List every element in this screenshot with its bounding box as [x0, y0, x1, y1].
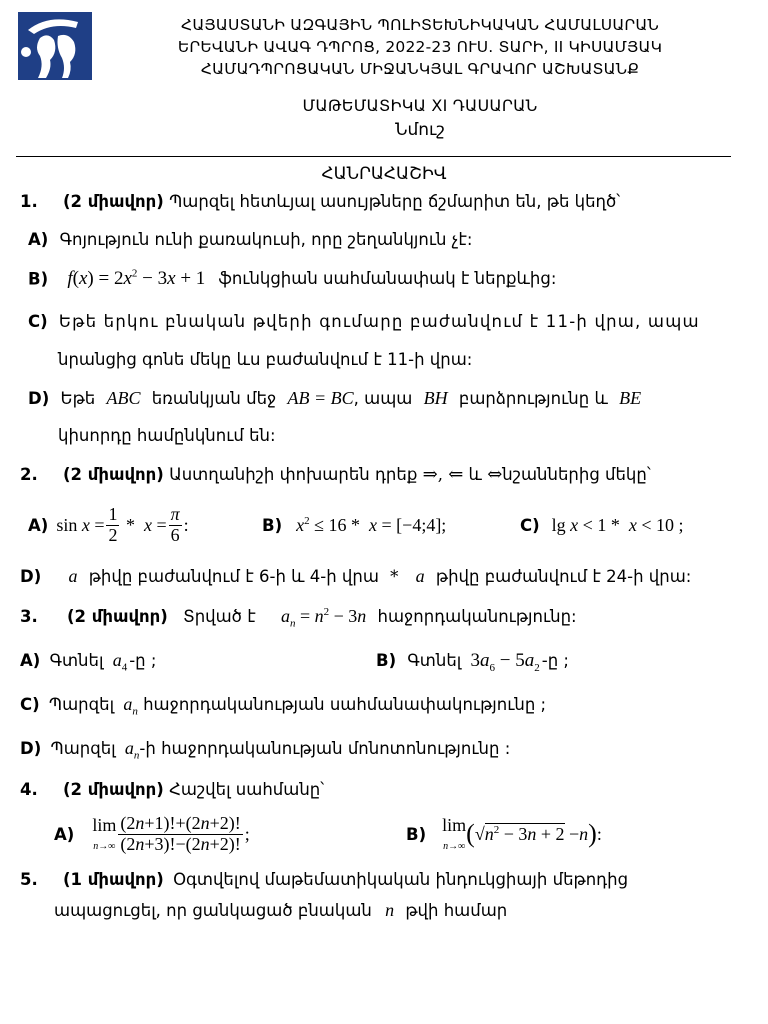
- question-4-prompt: [20, 780, 324, 799]
- question-number: 3.: [20, 607, 38, 626]
- implied-by-symbol: ⇐: [448, 464, 464, 485]
- option-text: , ապա: [353, 389, 413, 408]
- expression-b: $3a_6 - 5a_2$: [470, 650, 540, 674]
- question-points: (1 միավոր): [63, 870, 164, 889]
- question-points: (2 միավոր): [63, 192, 164, 211]
- question-number: 2.: [20, 465, 38, 484]
- formula-b: $x^2 \le 16 * x$ = [−4;4];: [296, 514, 447, 535]
- star-symbol: *: [390, 567, 399, 586]
- option-label: B): [28, 269, 49, 289]
- question-text: Օգտվելով մաթեմատիկական ինդուկցիայի մեթոդից: [173, 870, 629, 889]
- option-label: C): [28, 312, 48, 331]
- variant-title: Նմուշ: [395, 120, 445, 140]
- option-label: A): [28, 230, 49, 249]
- option-text: Գտնել: [49, 651, 104, 670]
- function-formula: $f(x) = 2x^2 - 3x + 1$: [67, 268, 206, 290]
- question-text: Պարզել հետևյալ ասույթները ճշմարիտ են, թե կեղծ՝: [169, 192, 621, 211]
- variable-n: n: [385, 900, 395, 920]
- q1-option-c-cont: նրանցից գոնե մեկը ևս բաժանվում է 11-ի վրա:: [58, 350, 473, 369]
- formula-a: sin x = $\frac{1}{2}$ * x = $\frac{\pi}{6}$ :: [56, 503, 189, 545]
- q1-option-b: [28, 268, 556, 290]
- option-label: D): [20, 567, 42, 586]
- option-text: Եթե երկու բնական թվերի գումարը բաժանվում է 11-ի վրա, ապա: [58, 312, 700, 331]
- term-an: $a_n$: [124, 738, 140, 762]
- q3-option-b: [376, 650, 569, 674]
- option-text: թիվը բաժանվում է 24-ի վրա:: [435, 567, 692, 586]
- option-text: -ի հաջորդականության մոնոտոնությունը :: [139, 739, 511, 758]
- option-text: թիվը բաժանվում է 6-ի և 4-ի վրա: [88, 567, 379, 586]
- option-text: Գտնել: [407, 651, 462, 670]
- option-label: D): [20, 739, 42, 758]
- option-text: Պարզել: [50, 739, 116, 758]
- q1-option-d-cont: կիսորդը համընկնում են:: [58, 426, 276, 445]
- question-5-prompt-cont: [54, 900, 507, 921]
- option-text: հաջորդականության սահմանափակությունը ;: [143, 695, 547, 714]
- question-points: (2 միավոր): [67, 607, 168, 626]
- question-text: նշաններից մեկը՝: [502, 465, 651, 484]
- header-line-1: ՀԱՅԱՍՏԱՆԻ ԱԶԳԱՅԻՆ ՊՈԼԻՏԵԽՆԻԿԱԿԱՆ ՀԱՄԱԼՍԱՐԱՆ: [181, 16, 659, 34]
- bisector-name: BE: [619, 388, 642, 408]
- question-number: 4.: [20, 780, 38, 799]
- q1-option-a: [28, 230, 472, 249]
- question-text: թվի համար: [405, 901, 508, 920]
- separator: ,: [437, 465, 443, 484]
- question-2-prompt: [20, 464, 651, 485]
- header-line-2: ԵՐԵՎԱՆԻ ԱՎԱԳ ԴՊՐՈՑ, 2022-23 ՈՒՍ. ՏԱՐԻ, II ԿԻՍԱՄՅԱԿ: [177, 38, 663, 56]
- limit-a: lim n→∞ $\frac{(2n+1)!+(2n+2)!}{(2n+3)!-(2n+2)!}$ ;: [92, 812, 250, 854]
- header-line-3: ՀԱՄԱԴՊՐՈՑԱԿԱՆ ՄԻՋԱՆԿՅԱԼ ԳՐԱՎՈՐ ԱՇԽԱՏԱՆՔ: [200, 60, 640, 78]
- and-word: և: [468, 465, 482, 484]
- question-points: (2 միավոր): [63, 780, 164, 799]
- limit-b: lim n→∞ ( √ $n^2 - 3n + 2$ − n ) :: [442, 815, 602, 852]
- question-text: հաջորդականությունը:: [377, 607, 577, 626]
- option-label: A): [54, 824, 75, 844]
- option-label: A): [20, 651, 41, 670]
- header-divider: [16, 156, 731, 157]
- q2-option-c: [520, 496, 683, 554]
- option-text: -ը ;: [541, 651, 569, 670]
- q3-option-c: [20, 694, 546, 718]
- question-text: Հաշվել սահմանը՝: [169, 780, 325, 799]
- option-label: D): [28, 389, 50, 408]
- equivalence-symbol: ⇔: [487, 464, 503, 485]
- option-text: Պարզել: [48, 695, 115, 714]
- option-text: -ը ;: [129, 651, 157, 670]
- q2-option-a: [28, 496, 189, 554]
- option-text: եռանկյան մեջ: [151, 389, 277, 408]
- subject-title: ՄԱԹԵՄԱՏԻԿԱ XI ԴԱՍԱՐԱՆ: [302, 96, 538, 115]
- option-label: A): [28, 515, 49, 535]
- question-text: Տրված է: [183, 607, 256, 626]
- q3-option-a: [20, 650, 156, 674]
- equality: AB = BC: [287, 388, 354, 408]
- q2-option-d: [20, 566, 691, 587]
- option-label: C): [520, 515, 540, 535]
- variable-a: a: [68, 566, 78, 586]
- option-label: B): [262, 515, 283, 535]
- q1-option-d: [28, 388, 641, 409]
- option-label: B): [406, 824, 427, 844]
- option-text: Եթե: [60, 389, 96, 408]
- option-text: ֆունկցիան սահմանափակ է ներքևից:: [218, 269, 557, 289]
- question-3-prompt: [20, 606, 577, 630]
- question-text: Աստղանիշի փոխարեն դրեք: [169, 465, 418, 484]
- implies-symbol: ⇒: [422, 464, 438, 485]
- altitude-name: BH: [423, 388, 448, 408]
- term-a4: $a_4$: [112, 650, 128, 674]
- option-label: B): [376, 651, 397, 670]
- option-text: բարձրությունը և: [458, 389, 608, 408]
- university-logo: [18, 12, 92, 80]
- term-an: $a_n$: [123, 694, 138, 718]
- q4-option-a: [54, 806, 250, 862]
- section-title: ՀԱՆՐԱՀԱՇԻՎ: [321, 164, 447, 184]
- option-text: Գոյություն ունի քառակուսի, որը շեղանկյուն չէ:: [59, 230, 473, 249]
- question-points: (2 միավոր): [63, 465, 164, 484]
- question-number: 5.: [20, 870, 38, 889]
- option-label: C): [20, 695, 40, 714]
- question-number: 1.: [20, 192, 38, 211]
- formula-c: lg x < 1 * x < 10 ;: [551, 514, 684, 535]
- question-5-prompt: [20, 870, 628, 889]
- variable-a: a: [415, 566, 425, 586]
- q3-option-d: [20, 738, 510, 762]
- question-text: ապացուցել, որ ցանկացած բնական: [54, 901, 372, 920]
- triangle-name: ABC: [106, 388, 141, 408]
- q4-option-b: [406, 806, 602, 862]
- question-1-prompt: [20, 192, 620, 211]
- sequence-formula: $a_n = n^2 - 3n$: [280, 606, 367, 630]
- q1-option-c: [28, 312, 700, 331]
- q2-option-b: [262, 496, 446, 554]
